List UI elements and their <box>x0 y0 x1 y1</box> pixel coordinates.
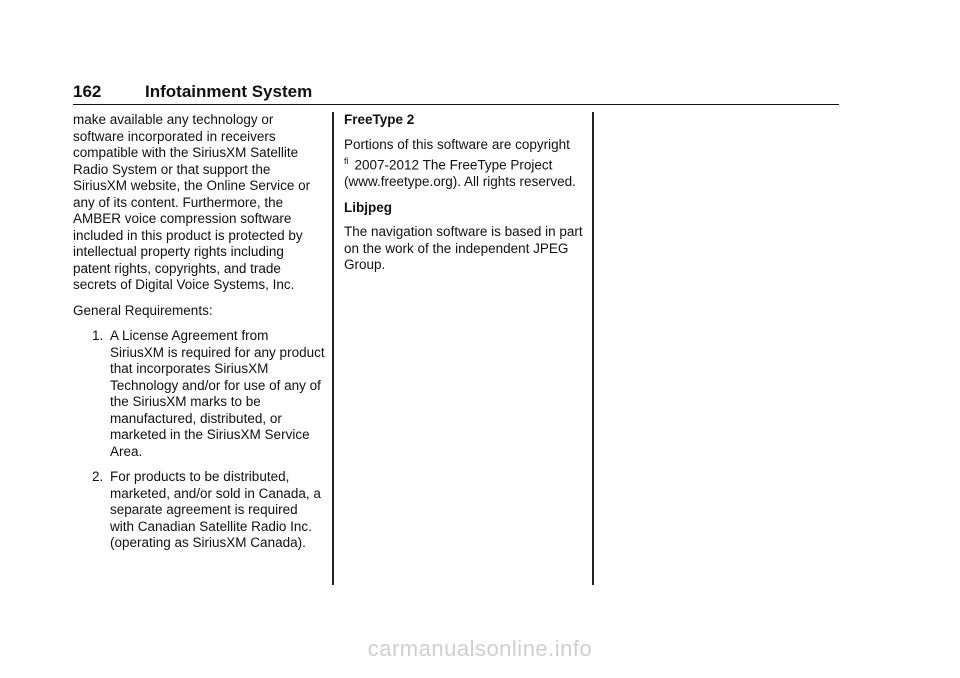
list-item-number: 2. <box>92 469 104 484</box>
page-number: 162 <box>73 82 102 101</box>
list-item-text: A License Agreement from SiriusXM is required for any product that incorporates SiriusXM Technology and/or for use of any of the SiriusXM marks to be manufactured, distributed, or marketed in the SiriusXM Service Area. <box>110 328 325 459</box>
libjpeg-heading: Libjpeg <box>344 199 392 215</box>
column-divider <box>592 112 594 585</box>
freetype-heading: FreeType 2 <box>344 112 415 127</box>
freetype-text-pre: Portions of this software are copyright <box>344 136 570 152</box>
libjpeg-paragraph: The navigation software is based in part on the work of the independent JPEG Group. <box>344 224 583 272</box>
page-title: Infotainment System <box>145 82 313 101</box>
right-column <box>344 112 586 283</box>
list-item-text: For products to be distributed, marketed, and/or sold in Canada, a separate agreement is required with Canadian Satellite Radio Inc. (operating as SiriusXM Canada). <box>110 469 321 550</box>
list-item <box>73 469 325 552</box>
left-column <box>73 112 325 561</box>
column-divider <box>332 112 334 585</box>
requirements-list <box>73 328 325 552</box>
intro-paragraph: make available any technology or software incorporated in receivers compatible with the SiriusXM Satellite Radio System or that support the SiriusXM website, the Online Service or any of its content. Furthermore, the AMBER voice compression software included in this product is protected by intellectual property rights including patent rights, copyrights, and trade secrets of Digital Voice Systems, Inc. <box>73 112 311 292</box>
list-item-number: 1. <box>92 328 104 343</box>
watermark: carmanualsonline.info <box>367 636 593 661</box>
freetype-paragraph <box>344 137 586 191</box>
copyright-symbol: fi <box>344 156 349 166</box>
list-item <box>73 328 325 460</box>
page-header <box>73 82 839 105</box>
freetype-text-post: 2007-2012 The FreeType Project (www.freetype.org). All rights reserved. <box>344 157 576 189</box>
requirements-heading: General Requirements: <box>73 302 213 318</box>
